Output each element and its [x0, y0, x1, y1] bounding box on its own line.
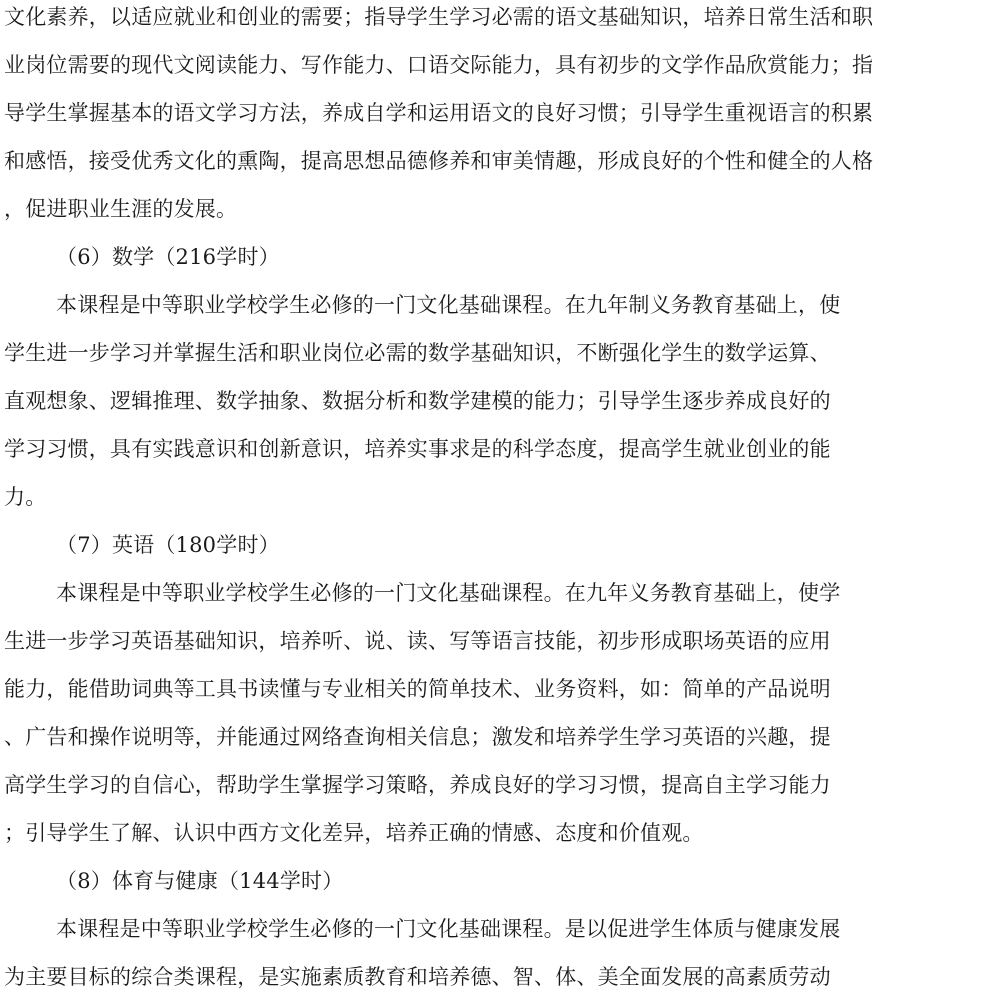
body-text-line: 本课程是中等职业学校学生必修的一门文化基础课程。在九年制义务教育基础上，使: [56, 293, 841, 317]
body-text-line: 业岗位需要的现代文阅读能力、写作能力、口语交际能力，具有初步的文学作品欣赏能力；指: [4, 53, 874, 77]
body-text-line: ；引导学生了解、认识中西方文化差异，培养正确的情感、态度和价值观。: [4, 821, 704, 845]
body-text-line: 高学生学习的自信心，帮助学生掌握学习策略，养成良好的学习习惯，提高自主学习能力: [4, 773, 831, 797]
body-text-line: 生进一步学习英语基础知识，培养听、说、读、写等语言技能，初步形成职场英语的应用: [4, 629, 831, 653]
body-text-line: 导学生掌握基本的语文学习方法，养成自学和运用语文的良好习惯；引导学生重视语言的积累: [4, 101, 874, 125]
body-text-line: 学生进一步学习并掌握生活和职业岗位必需的数学基础知识，不断强化学生的数学运算、: [4, 341, 831, 365]
body-text-line: 为主要目标的综合类课程，是实施素质教育和培养德、智、体、美全面发展的高素质劳动: [4, 965, 831, 989]
body-text-line: 本课程是中等职业学校学生必修的一门文化基础课程。是以促进学生体质与健康发展: [56, 917, 841, 941]
body-text-line: 能力，能借助词典等工具书读懂与专业相关的简单技术、业务资料，如：简单的产品说明: [4, 677, 831, 701]
body-text-line: 、广告和操作说明等，并能通过网络查询相关信息；激发和培养学生学习英语的兴趣，提: [4, 725, 831, 749]
body-text-line: ，促进职业生涯的发展。: [4, 197, 238, 221]
body-text-line: 学习习惯，具有实践意识和创新意识，培养实事求是的科学态度，提高学生就业创业的能: [4, 437, 831, 461]
body-text-line: 和感悟，接受优秀文化的熏陶，提高思想品德修养和审美情趣，形成良好的个性和健全的人格: [4, 149, 874, 173]
section-heading-pe-health: （8）体育与健康（144学时）: [56, 869, 344, 893]
body-text-line: 本课程是中等职业学校学生必修的一门文化基础课程。在九年义务教育基础上，使学: [56, 581, 841, 605]
body-text-line: 文化素养，以适应就业和创业的需要；指导学生学习必需的语文基础知识，培养日常生活和职: [4, 5, 874, 29]
section-heading-math: （6）数学（216学时）: [56, 245, 280, 269]
body-text-line: 力。: [4, 485, 47, 509]
body-text-line: 直观想象、逻辑推理、数学抽象、数据分析和数学建模的能力；引导学生逐步养成良好的: [4, 389, 831, 413]
section-heading-english: （7）英语（180学时）: [56, 533, 280, 557]
